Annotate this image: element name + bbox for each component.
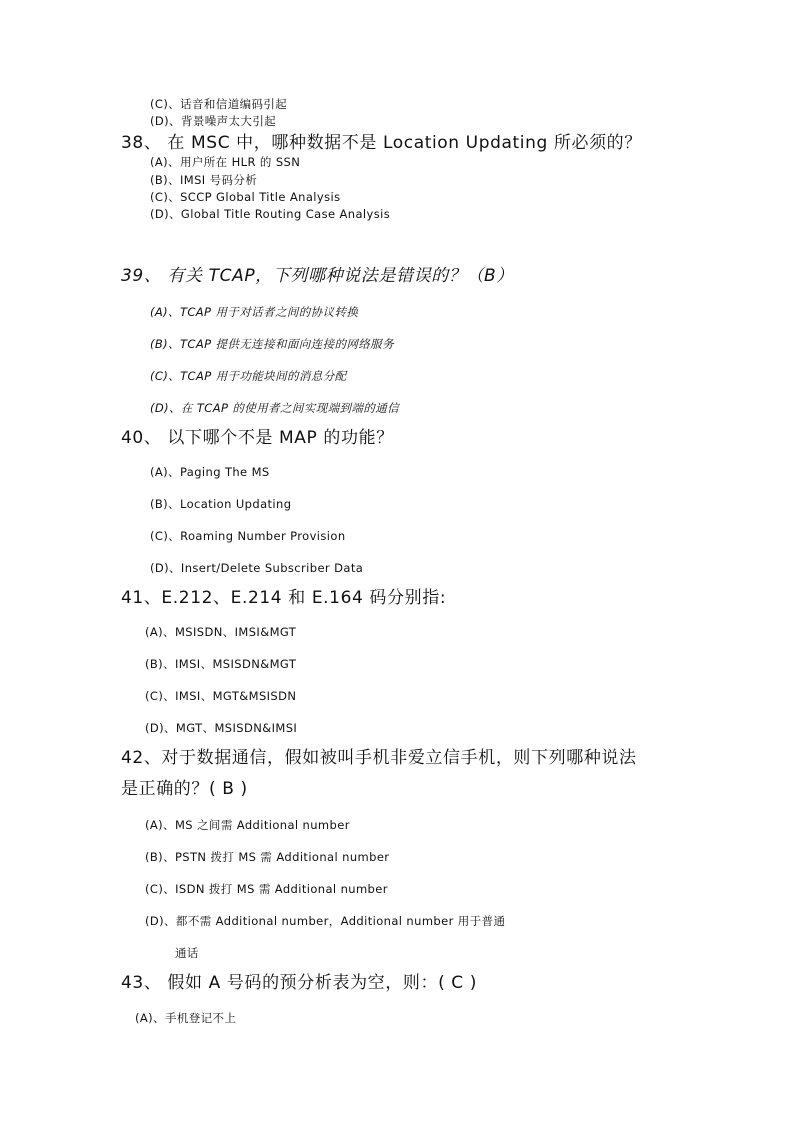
q42-option-c: (C)、ISDN 拨打 MS 需 Additional number bbox=[145, 882, 388, 896]
q41-question: 41、E.212、E.214 和 E.164 码分别指: bbox=[121, 588, 447, 608]
q43-question: 43、 假如 A 号码的预分析表为空，则：( C ) bbox=[121, 973, 478, 993]
q41-option-c: (C)、IMSI、MGT&MSISDN bbox=[145, 689, 297, 703]
q42-option-d-continuation: 通话 bbox=[175, 946, 199, 960]
q38-question: 38、 在 MSC 中，哪种数据不是 Location Updating 所必须的？ bbox=[121, 133, 642, 153]
q42-option-d: (D)、都不需 Additional number，Additional number 用于普通 bbox=[145, 914, 506, 928]
q41-option-d: (D)、MGT、MSISDN&IMSI bbox=[145, 721, 298, 735]
q42-question-line2: 是正确的？( B ) bbox=[121, 779, 248, 799]
q43-option-a: (A)、手机登记不上 bbox=[135, 1011, 237, 1025]
q42-option-a: (A)、MS 之间需 Additional number bbox=[145, 818, 350, 832]
q39-option-b: (B)、TCAP 提供无连接和面向连接的网络服务 bbox=[150, 337, 394, 351]
q41-option-b: (B)、IMSI、MSISDN&MGT bbox=[145, 657, 297, 671]
q38-option-d: (D)、Global Title Routing Case Analysis bbox=[150, 207, 391, 221]
q38-option-c: (C)、SCCP Global Title Analysis bbox=[150, 190, 341, 204]
q37-option-d: (D)、背景噪声太大引起 bbox=[150, 114, 277, 128]
q39-question: 39、 有关 TCAP，下列哪种说法是错误的？（B） bbox=[121, 266, 514, 286]
q40-option-c: (C)、Roaming Number Provision bbox=[150, 529, 346, 543]
q38-option-b: (B)、IMSI 号码分析 bbox=[150, 173, 258, 187]
q41-option-a: (A)、MSISDN、IMSI&MGT bbox=[145, 625, 297, 639]
q42-question-line1: 42、对于数据通信，假如被叫手机非爱立信手机，则下列哪种说法 bbox=[121, 748, 637, 768]
q39-option-d: (D)、在 TCAP 的使用者之间实现端到端的通信 bbox=[150, 401, 399, 415]
q40-option-a: (A)、Paging The MS bbox=[150, 465, 270, 479]
q38-option-a: (A)、用户所在 HLR 的 SSN bbox=[150, 155, 301, 169]
q40-option-d: (D)、Insert/Delete Subscriber Data bbox=[150, 561, 364, 575]
q40-question: 40、 以下哪个不是 MAP 的功能？ bbox=[121, 428, 394, 448]
q42-option-b: (B)、PSTN 拨打 MS 需 Additional number bbox=[145, 850, 390, 864]
q39-option-c: (C)、TCAP 用于功能块间的消息分配 bbox=[150, 369, 347, 383]
q37-option-c: (C)、话音和信道编码引起 bbox=[150, 97, 288, 111]
q40-option-b: (B)、Location Updating bbox=[150, 497, 292, 511]
q39-option-a: (A)、TCAP 用于对话者之间的协议转换 bbox=[150, 305, 359, 319]
